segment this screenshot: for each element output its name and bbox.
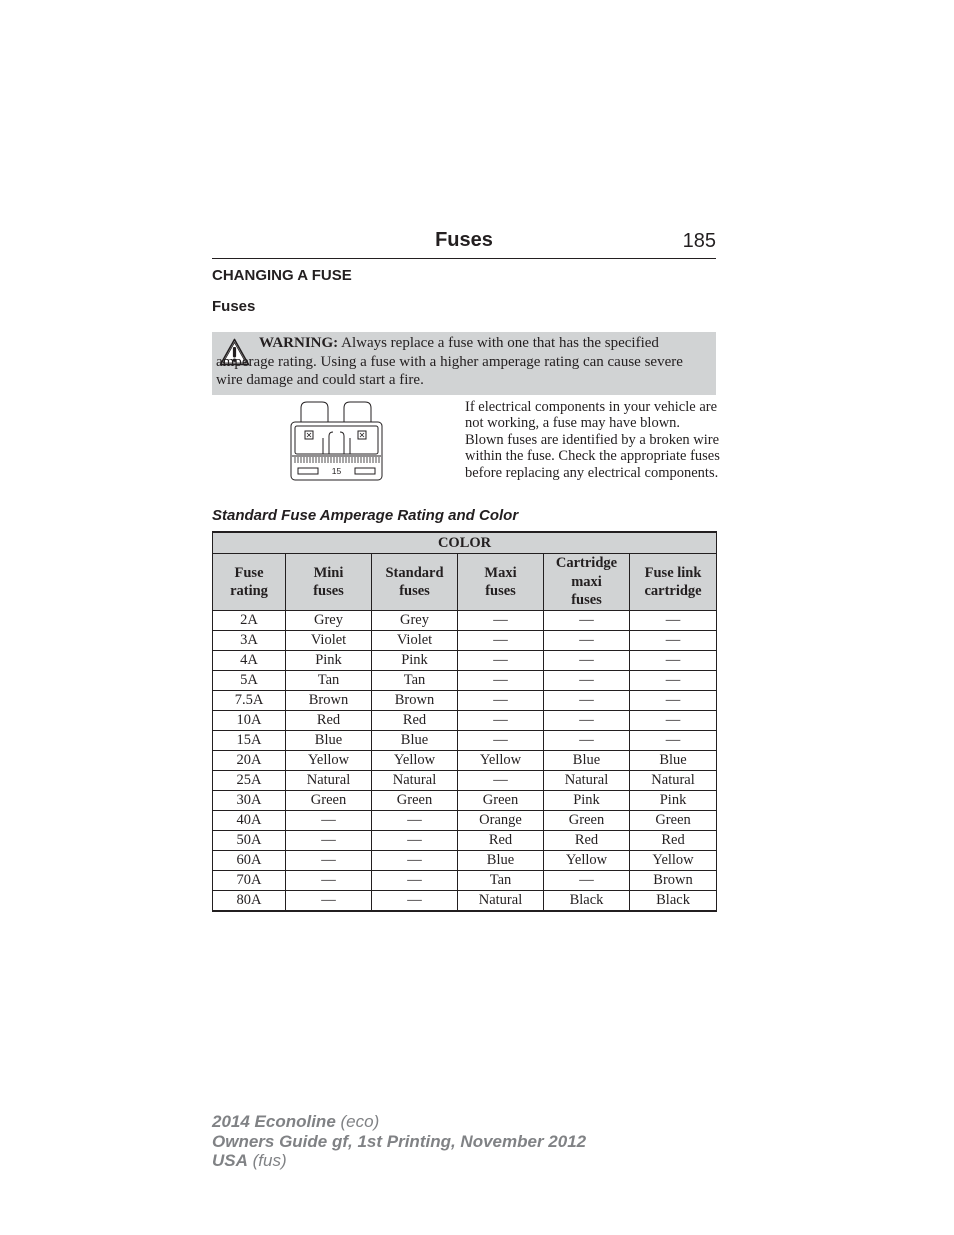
fuse-color-table xyxy=(212,531,717,912)
table-row: 3A Violet Violet — — — xyxy=(213,631,717,651)
table-row: 40A — — Orange Green Green xyxy=(213,811,717,831)
table-row: 20A Yellow Yellow Yellow Blue Blue xyxy=(213,751,717,771)
col-header-standard-fuses: Standard fuses xyxy=(372,554,458,611)
table-row: 70A — — Tan — Brown xyxy=(213,871,717,891)
footer-line-2: Owners Guide gf, 1st Printing, November 2012 xyxy=(212,1131,587,1151)
document-footer xyxy=(212,1112,586,1171)
table-row: 15A Blue Blue — — — xyxy=(213,731,717,751)
section-heading: CHANGING A FUSE xyxy=(212,267,352,284)
table-row: 5A Tan Tan — — — xyxy=(213,671,717,691)
warning-box xyxy=(212,332,716,395)
footer-line-3: USA (fus) xyxy=(212,1151,287,1170)
col-header-cartridge-maxi-fuses: Cartridge maxi fuses xyxy=(544,554,630,611)
col-header-maxi-fuses: Maxi fuses xyxy=(458,554,544,611)
fuse-description: If electrical components in your vehicle are not working, a fuse may have blown. Blown fuses are identified by a broken wire within the fuse. Check the appropriate fuses before replacing any electrical components. xyxy=(465,399,720,481)
warning-label: WARNING: xyxy=(259,335,339,351)
warning-body: Always replace a fuse with one that has the specified amperage rating. Using a fuse with a higher amperage rating can cause severe wire damage and could start a fire. xyxy=(216,335,683,388)
warning-text xyxy=(216,334,706,390)
table-row: 25A Natural Natural — Natural Natural xyxy=(213,771,717,791)
fuse-illustration xyxy=(289,400,384,484)
table-row: 50A — — Red Red Red xyxy=(213,831,717,851)
subsection-heading: Fuses xyxy=(212,298,256,315)
col-header-fuse-rating: Fuse rating xyxy=(213,554,286,611)
table-row: 7.5A Brown Brown — — — xyxy=(213,691,717,711)
fuse-rating-label: 15 xyxy=(331,466,342,476)
table-row: 4A Pink Pink — — — xyxy=(213,651,717,671)
color-group-header: COLOR xyxy=(213,532,717,554)
page-section-title: Fuses xyxy=(435,229,493,251)
table-row: 30A Green Green Green Pink Pink xyxy=(213,791,717,811)
table-caption: Standard Fuse Amperage Rating and Color xyxy=(212,507,519,524)
header-rule xyxy=(212,258,716,259)
col-header-mini-fuses: Mini fuses xyxy=(286,554,372,611)
table-row: 10A Red Red — — — xyxy=(213,711,717,731)
table-row: 60A — — Blue Yellow Yellow xyxy=(213,851,717,871)
footer-line-1: 2014 Econoline (eco) xyxy=(212,1112,380,1131)
col-header-fuse-link-cartridge: Fuse link cartridge xyxy=(630,554,717,611)
table-row: 2A Grey Grey — — — xyxy=(213,611,717,631)
page-number: 185 xyxy=(682,230,716,252)
table-row: 80A — — Natural Black Black xyxy=(213,891,717,912)
